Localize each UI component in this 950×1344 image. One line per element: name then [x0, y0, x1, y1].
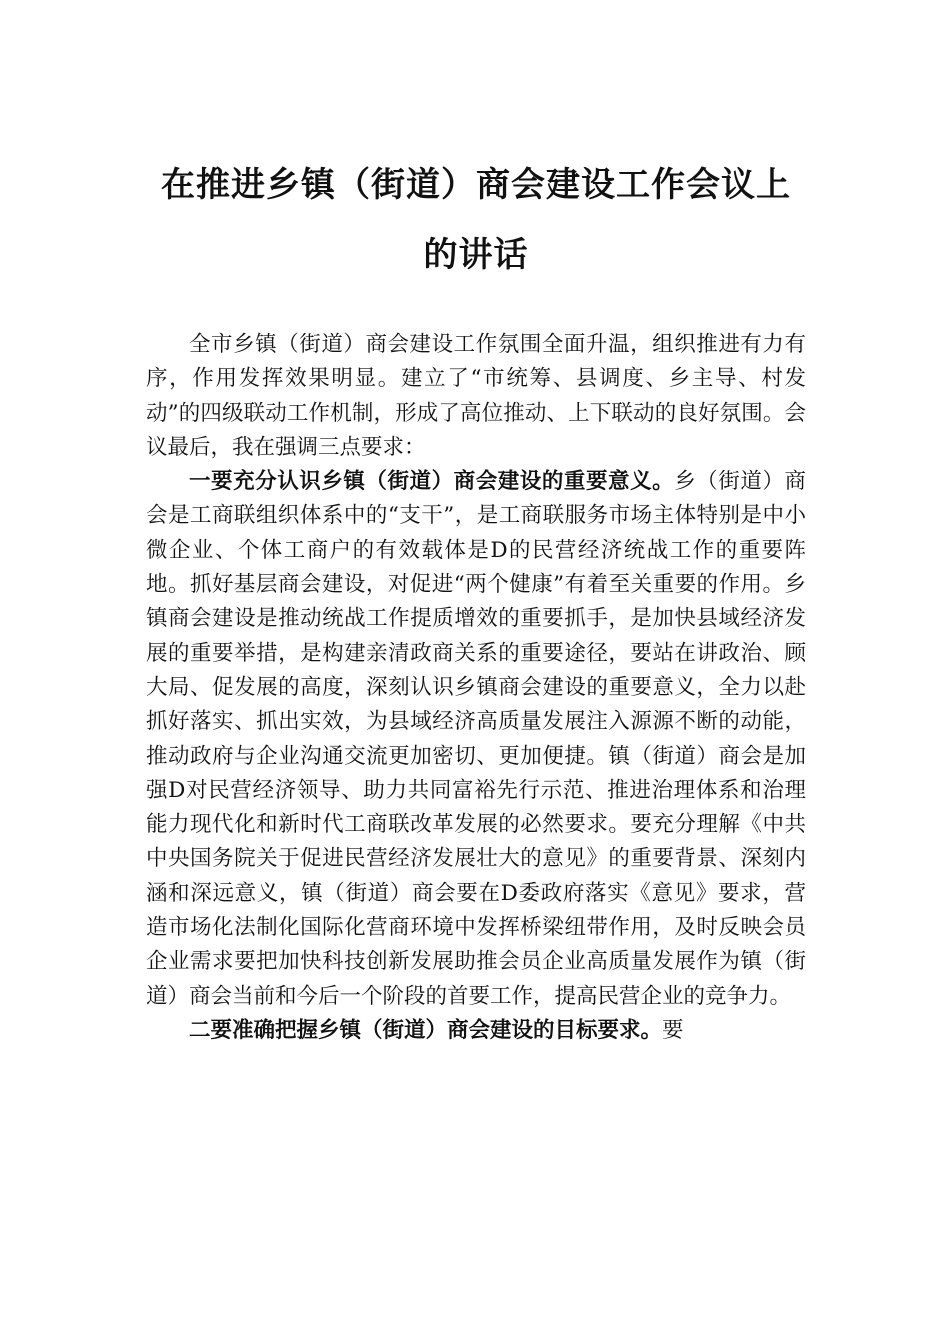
document-title-line-2: 的讲话 [423, 235, 529, 275]
paragraph-text: 要 [662, 1017, 684, 1043]
document-body [146, 328, 806, 1048]
paragraph-text: 全市乡镇（街道）商会建设工作氛围全面升温，组织推进有力有序，作用发挥效果明显。建立了“市统筹、县调度、乡主导、村发动”的四级联动工作机制，形成了高位推动、上下联动的良好氛围。会议最后，我在强调三点要求： [146, 332, 806, 460]
paragraph-intro [146, 328, 806, 465]
document-title-line-1: 在推进乡镇（街道）商会建设工作会议上 [161, 165, 791, 205]
paragraph-lead: 一要充分认识乡镇（街道）商会建设的重要意义。 [189, 469, 675, 495]
paragraph-lead: 二要准确把握乡镇（街道）商会建设的目标要求。 [189, 1017, 663, 1043]
paragraph-text: 乡（街道）商会是工商联组织体系中的“支干”，是工商联服务市场主体特别是中小微企业、个体工商户的有效载体是D的民营经济统战工作的重要阵地。抓好基层商会建设，对促进“两个健康”有着至关重要的作用。乡镇商会建设是推动统战工作提质增效的重要抓手，是加快县域经济发展的重要举措，是构建亲清政商关系的重要途径，要站在讲政治、顾大局、促发展的高度，深刻认识乡镇商会建设的重要意义，全力以赴抓好落实、抓出实效，为县域经济高质量发展注入源源不断的动能，推动政府与企业沟通交流更加密切、更加便捷。镇（街道）商会是加强D对民营经济领导、助力共同富裕先行示范、推进治理体系和治理能力现代化和新时代工商联改革发展的必然要求。要充分理解《中共中央国务院关于促进民营经济发展壮大的意见》的重要背景、深刻内涵和深远意义，镇（街道）商会要在D委政府落实《意见》要求，营造市场化法制化国际化营商环境中发挥桥梁纽带作用，及时反映会员企业需求要把加快科技创新发展助推会员企业高质量发展作为镇（街道）商会当前和今后一个阶段的首要工作，提高民营企业的竞争力。 [146, 469, 806, 1009]
paragraph-point-1 [146, 465, 806, 1014]
paragraph-point-2 [146, 1014, 806, 1048]
